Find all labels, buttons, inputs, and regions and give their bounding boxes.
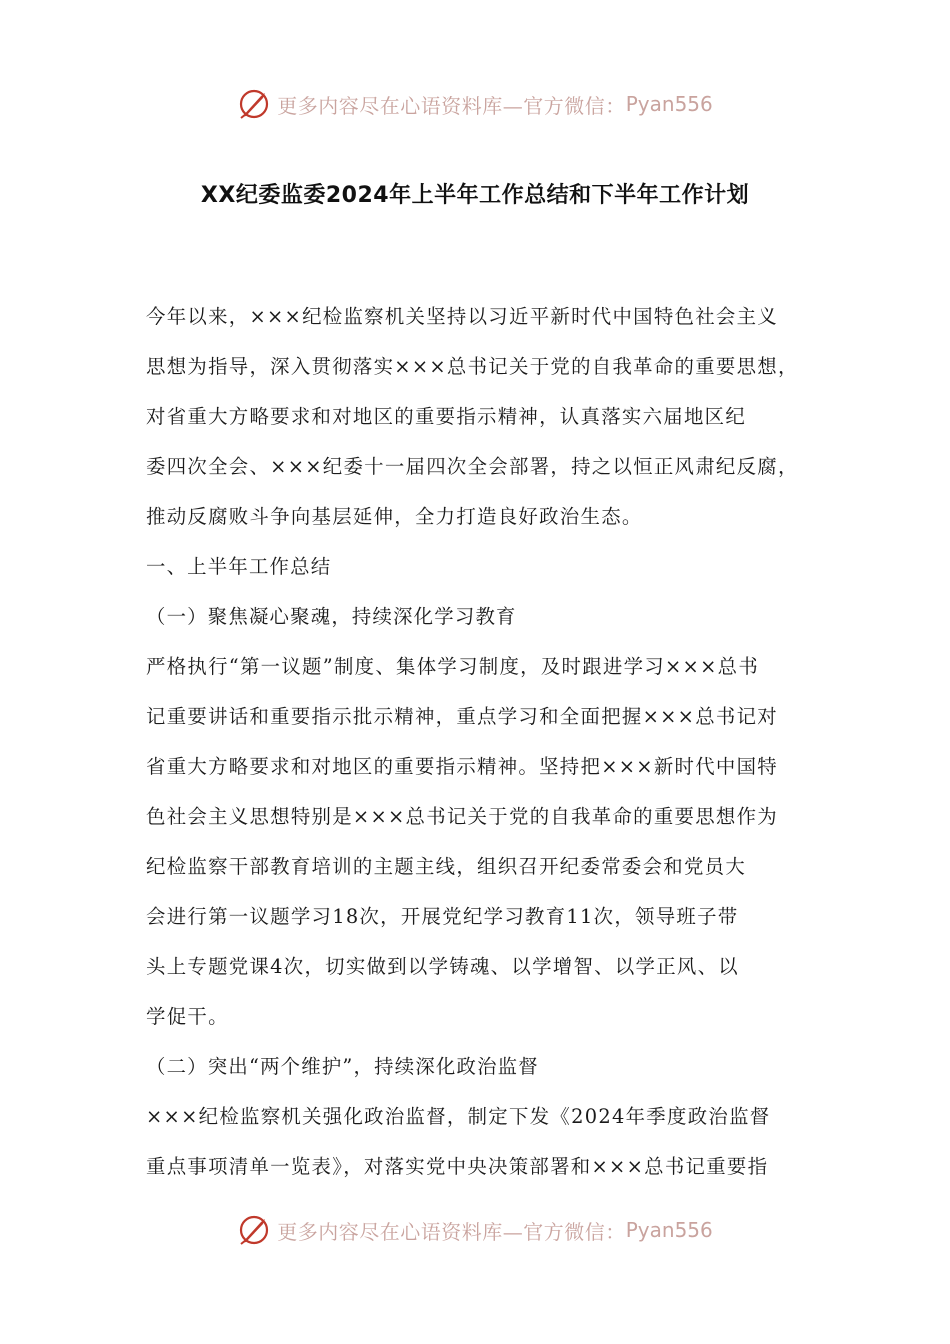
- body-line: 重点事项清单一览表》，对落实党中央决策部署和×××总书记重要指: [146, 1155, 769, 1178]
- subsection-heading: （一）聚焦凝心聚魂，持续深化学习教育: [146, 605, 517, 628]
- body-line: 会进行第一议题学习18次，开展党纪学习教育11次，领导班子带: [146, 905, 739, 928]
- body-line: 学促干。: [146, 1005, 229, 1028]
- banner-wechat-id: Pyan556: [625, 92, 713, 116]
- quill-logo-icon: [237, 1213, 271, 1247]
- header-watermark-banner: [0, 84, 950, 124]
- body-line: 省重大方略要求和对地区的重要指示精神。坚持把×××新时代中国特: [146, 755, 778, 778]
- body-line: 推动反腐败斗争向基层延伸，全力打造良好政治生态。: [146, 505, 643, 528]
- body-line: 思想为指导，深入贯彻落实×××总书记关于党的自我革命的重要思想，: [146, 355, 799, 378]
- document-body: [146, 296, 822, 1196]
- body-line: 色社会主义思想特别是×××总书记关于党的自我革命的重要思想作为: [146, 805, 778, 828]
- body-line: 委四次全会、×××纪委十一届四次全会部署，持之以恒正风肃纪反腐，: [146, 455, 799, 478]
- quill-logo-icon: [237, 87, 271, 121]
- section-heading: 一、上半年工作总结: [146, 555, 332, 578]
- body-line: 头上专题党课4次，切实做到以学铸魂、以学增智、以学正风、以: [146, 955, 739, 978]
- body-line: 对省重大方略要求和对地区的重要指示精神，认真落实六届地区纪: [146, 405, 747, 428]
- document-title: XX纪委监委2024年上半年工作总结和下半年工作计划: [200, 183, 750, 208]
- body-line: 记重要讲话和重要指示批示精神，重点学习和全面把握×××总书记对: [146, 705, 778, 728]
- body-line: 纪检监察干部教育培训的主题主线，组织召开纪委常委会和党员大: [146, 855, 747, 878]
- banner-wechat-id: Pyan556: [625, 1218, 713, 1242]
- body-line: 严格执行“第一议题”制度、集体学习制度，及时跟进学习×××总书: [146, 655, 760, 678]
- banner-text: 更多内容尽在心语资料库—官方微信：: [277, 93, 626, 118]
- body-line: ×××纪检监察机关强化政治监督，制定下发《2024年季度政治监督: [146, 1105, 771, 1128]
- body-line: 今年以来，×××纪检监察机关坚持以习近平新时代中国特色社会主义: [146, 305, 778, 328]
- footer-watermark-banner: [0, 1210, 950, 1250]
- subsection-heading: （二）突出“两个维护”，持续深化政治监督: [146, 1055, 539, 1078]
- banner-text: 更多内容尽在心语资料库—官方微信：: [277, 1219, 626, 1244]
